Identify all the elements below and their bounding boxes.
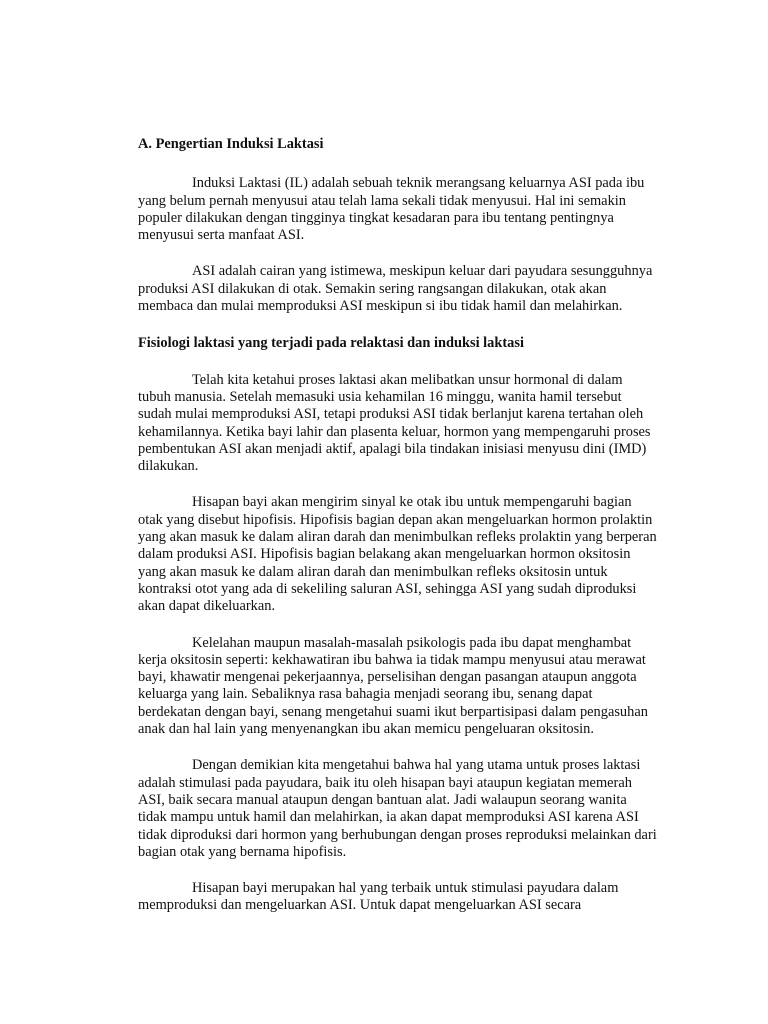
paragraph: Kelelahan maupun masalah-masalah psikologis pada ibu dapat menghambat kerja oksitosin seperti: kekhawatiran ibu bahwa ia tidak mampu menyusui atau merawat bayi, khawatir mengenai pekerjaannya, perselisihan dengan pasangan ataupun anggota keluarga yang lain. Sebaliknya rasa bahagia menjadi seorang ibu, senang dapat berdekatan dengan bayi, senang mengetahui suami ikut berpartisipasi dalam pengasuhan anak dan hal lain yang menyenangkan ibu akan memicu pengeluaran oksitosin. xyxy=(138,634,648,738)
paragraph: Induksi Laktasi (IL) adalah sebuah teknik merangsang keluarnya ASI pada ibu yang belum pernah menyusui atau telah lama sekali tidak menyusui. Hal ini semakin populer dilakukan dengan tingginya tingkat kesadaran para ibu tentang pentingnya menyusui serta manfaat ASI. xyxy=(138,175,645,244)
paragraph: Hisapan bayi akan mengirim sinyal ke otak ibu untuk mempengaruhi bagian otak yang disebut hipofisis. Hipofisis bagian depan akan mengeluarkan hormon prolaktin yang akan masuk ke dalam aliran darah dan menimbulkan refleks prolaktin yang berperan dalam produksi ASI. Hipofisis bagian belakang akan mengeluarkan hormon oksitosin yang akan masuk ke dalam aliran darah dan menimbulkan refleks oksitosin untuk kontraksi otot yang ada di sekeliling saluran ASI, sehingga ASI yang sudah diproduksi akan dapat dikeluarkan. xyxy=(138,494,657,615)
paragraph: ASI adalah cairan yang istimewa, meskipun keluar dari payudara sesungguhnya produksi ASI dilakukan di otak. Semakin sering rangsangan dilakukan, otak akan membaca dan mulai memproduksi ASI meskipun si ibu tidak hamil dan melahirkan. xyxy=(138,263,653,315)
paragraph: Hisapan bayi merupakan hal yang terbaik untuk stimulasi payudara dalam memproduksi dan mengeluarkan ASI. Untuk dapat mengeluarkan ASI secara xyxy=(138,880,619,914)
paragraph: Dengan demikian kita mengetahui bahwa hal yang utama untuk proses laktasi adalah stimulasi pada payudara, baik itu oleh hisapan bayi ataupun kegiatan memerah ASI, baik secara manual ataupun dengan bantuan alat. Jadi walaupun seorang wanita tidak mampu untuk hamil dan melahirkan, ia akan dapat memproduksi ASI karena ASI tidak diproduksi dari hormon yang berhubungan dengan proses reproduksi melainkan dari bagian otak yang bernama hipofisis. xyxy=(138,757,657,860)
section-heading: A. Pengertian Induksi Laktasi xyxy=(138,136,324,152)
document-body xyxy=(138,136,658,915)
paragraph: Telah kita ketahui proses laktasi akan melibatkan unsur hormonal di dalam tubuh manusia. Setelah memasuki usia kehamilan 16 minggu, wanita hamil tersebut sudah mulai memproduksi ASI, tetapi produksi ASI tidak berlanjut karena tertahan oleh kehamilannya. Ketika bayi lahir dan plasenta keluar, hormon yang mempengaruhi proses pembentukan ASI akan menjadi aktif, apalagi bila tindakan inisiasi menyusu dini (IMD) dilakukan. xyxy=(138,371,651,475)
subsection-title: Fisiologi laktasi yang terjadi pada relaktasi dan induksi laktasi xyxy=(138,335,524,352)
